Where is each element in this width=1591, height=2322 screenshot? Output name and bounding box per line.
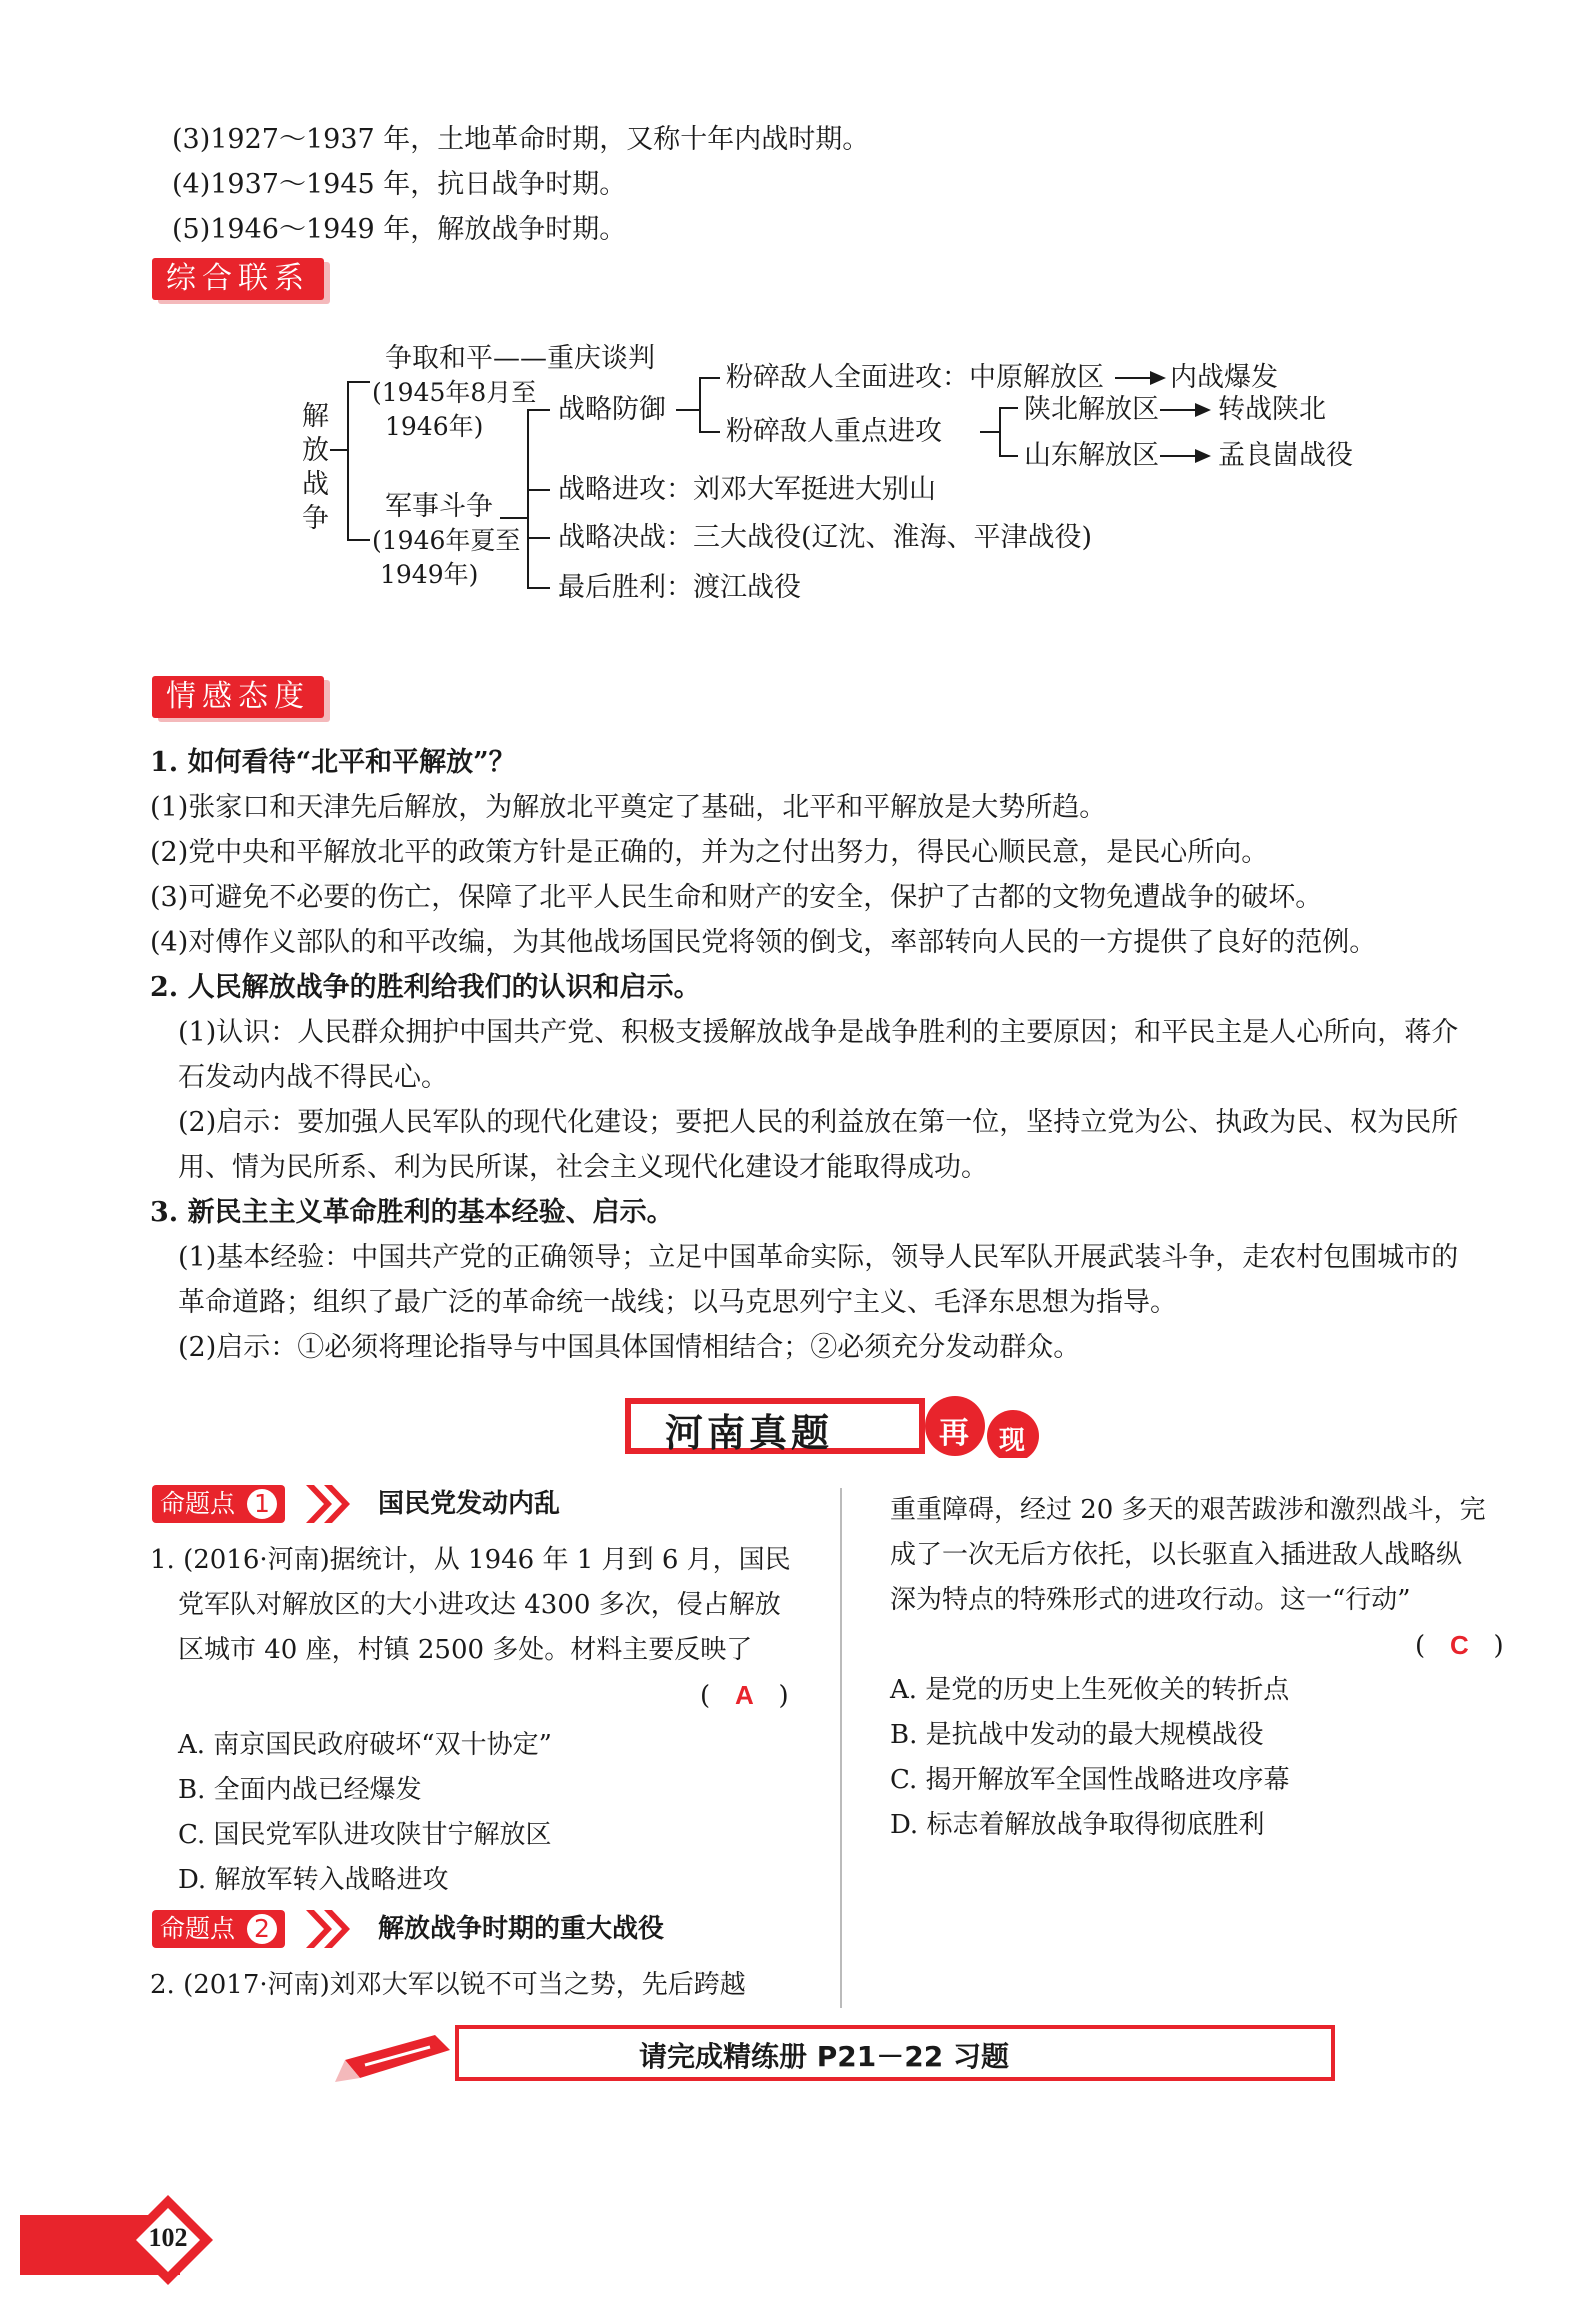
question-2-option-c: C. 揭开解放军全国性战略进攻序幕 (890, 1765, 1290, 1795)
question-2-option-a: A. 是党的历史上生死攸关的转折点 (890, 1675, 1290, 1705)
banner-circle-1: 再 (939, 1416, 969, 1451)
question-2-option-b: B. 是抗战中发动的最大规模战役 (890, 1720, 1264, 1750)
q2-title: 2. 人民解放战争的胜利给我们的认识和启示。 (150, 972, 701, 1003)
question-2-line-right-3: 深为特点的特殊形式的进攻行动。这一“行动” (890, 1585, 1411, 1615)
q1-title: 1. 如何看待“北平和平解放”？ (150, 747, 516, 778)
topic-2-badge-label: 命题点 (160, 1914, 236, 1943)
question-1-answer-bracket: ( A ) (700, 1680, 789, 1711)
diagram-root-char-4: 争 (302, 503, 329, 534)
diagram-shandong-area: 山东解放区 (1024, 440, 1159, 471)
topic-1-badge-num: 1 (247, 1489, 277, 1519)
intro-line-4: (4)1937～1945 年，抗日战争时期。 (172, 169, 627, 200)
diagram-branch-military-date1: (1946年夏至 (372, 526, 521, 555)
diagram-defense: 战略防御 (558, 394, 666, 425)
question-1-option-c: C. 国民党军队进攻陕甘宁解放区 (178, 1820, 552, 1850)
diagram-branch-peace: 争取和平——重庆谈判 (385, 343, 655, 374)
question-1-line-2: 党军队对解放区的大小进攻达 4300 多次，侵占解放 (178, 1590, 781, 1620)
question-1-line-1: 1. (2016·河南)据统计，从 1946 年 1 月到 6 月，国民 (150, 1545, 791, 1575)
question-1-line-3: 区城市 40 座，村镇 2500 多处。材料主要反映了 (178, 1635, 753, 1665)
diagram-root-char-1: 解 (302, 401, 329, 432)
question-2-line-left: 2. (2017·河南)刘邓大军以锐不可当之势，先后跨越 (150, 1970, 746, 2000)
question-1-option-d: D. 解放军转入战略进攻 (178, 1865, 449, 1895)
diagram-decisive: 战略决战：三大战役(辽沈、淮海、平津战役) (558, 522, 1093, 553)
topic-2-title: 解放战争时期的重大战役 (378, 1914, 665, 1944)
diagram-civil-war: 内战爆发 (1170, 362, 1278, 393)
question-2-line-right-2: 成了一次无后方依托，以长驱直入插进敌人战略纵 (890, 1540, 1463, 1570)
question-2-answer: C (1449, 1630, 1469, 1660)
question-2-line-right-1: 重重障碍，经过 20 多天的艰苦跋涉和激烈战斗，完 (890, 1495, 1486, 1525)
diagram-branch-peace-date1: (1945年8月至 (372, 378, 537, 407)
question-1-option-b: B. 全面内战已经爆发 (178, 1775, 422, 1805)
diagram-smash-key: 粉碎敌人重点进攻 (726, 416, 942, 447)
question-2-answer-bracket: ( C ) (1415, 1630, 1504, 1661)
diagram-root-char-3: 战 (302, 469, 329, 500)
q1-item-3: (3)可避免不必要的伤亡，保障了北平人民生命和财产的安全，保护了古都的文物免遭战争的破坏。 (150, 882, 1323, 913)
q2-line-1: (1)认识：人民群众拥护中国共产党、积极支援解放战争是战争胜利的主要原因；和平民主是人心所向，蒋介 (178, 1017, 1459, 1048)
intro-line-5: (5)1946～1949 年，解放战争时期。 (172, 214, 627, 245)
intro-line-3: (3)1927～1937 年，土地革命时期，又称十年内战时期。 (172, 124, 870, 155)
practice-reminder-text: 请完成精练册 P21－22 习题 (639, 2040, 1009, 2073)
pencil-icon (335, 2020, 465, 2090)
q3-line-1: (1)基本经验：中国共产党的正确领导；立足中国革命实际，领导人民军队开展武装斗争，走农村包围城市的 (178, 1242, 1459, 1273)
topic-1-title: 国民党发动内乱 (378, 1489, 561, 1519)
q3-title: 3. 新民主主义革命胜利的基本经验、启示。 (150, 1197, 674, 1228)
question-2-option-d: D. 标志着解放战争取得彻底胜利 (890, 1810, 1265, 1840)
diagram-branch-military: 军事斗争 (385, 491, 493, 522)
column-divider (840, 1488, 842, 2008)
q1-item-2: (2)党中央和平解放北平的政策方针是正确的，并为之付出努力，得民心顺民意，是民心所向。 (150, 837, 1269, 868)
diagram-shandong-result: 孟良崮战役 (1218, 440, 1353, 471)
henan-exam-banner (625, 1388, 1055, 1458)
topic-2-badge-num: 2 (247, 1914, 277, 1944)
q2-line-3: (2)启示：要加强人民军队的现代化建设；要把人民的利益放在第一位，坚持立党为公、执政为民、权为民所 (178, 1107, 1459, 1138)
q3-line-3: (2)启示：①必须将理论指导与中国具体国情相结合；②必须充分发动群众。 (178, 1332, 1081, 1363)
diagram-root-char-2: 放 (302, 435, 329, 466)
page-number: 102 (148, 2223, 188, 2252)
page-number-badge (118, 2190, 218, 2290)
section-title-attitude: 情感态度 (152, 676, 324, 718)
question-1-option-a: A. 南京国民政府破坏“双十协定” (178, 1730, 552, 1760)
diagram-shaanbei-area: 陕北解放区 (1024, 394, 1159, 425)
diagram-offense: 战略进攻：刘邓大军挺进大别山 (558, 474, 936, 505)
diagram-branch-peace-date2: 1946年) (385, 412, 484, 441)
q1-item-4: (4)对傅作义部队的和平改编，为其他战场国民党将领的倒戈，率部转向人民的一方提供了良好的范例。 (150, 927, 1377, 958)
diagram-smash-full: 粉碎敌人全面进攻：中原解放区 (726, 362, 1104, 393)
double-chevron-icon (306, 1910, 350, 1948)
q1-item-1: (1)张家口和天津先后解放，为解放北平奠定了基础，北平和平解放是大势所趋。 (150, 792, 1107, 823)
diagram-branch-military-date2: 1949年) (380, 560, 479, 589)
topic-1-badge (152, 1485, 285, 1523)
practice-reminder-box (455, 2025, 1335, 2081)
question-1-answer: A (734, 1680, 754, 1710)
banner-circle-2: 现 (999, 1426, 1026, 1456)
q3-line-2: 革命道路；组织了最广泛的革命统一战线；以马克思列宁主义、毛泽东思想为指导。 (178, 1287, 1177, 1318)
q2-line-2: 石发动内战不得民心。 (178, 1062, 448, 1093)
banner-text: 河南真题 (665, 1411, 834, 1455)
diagram-victory: 最后胜利：渡江战役 (558, 572, 801, 603)
double-chevron-icon (306, 1485, 350, 1523)
diagram-shaanbei-result: 转战陕北 (1218, 394, 1326, 425)
topic-2-badge (152, 1910, 285, 1948)
section-title-synthesis: 综合联系 (152, 258, 324, 300)
topic-1-badge-label: 命题点 (160, 1489, 236, 1518)
q2-line-4: 用、情为民所系、利为民所谋，社会主义现代化建设才能取得成功。 (178, 1152, 988, 1183)
